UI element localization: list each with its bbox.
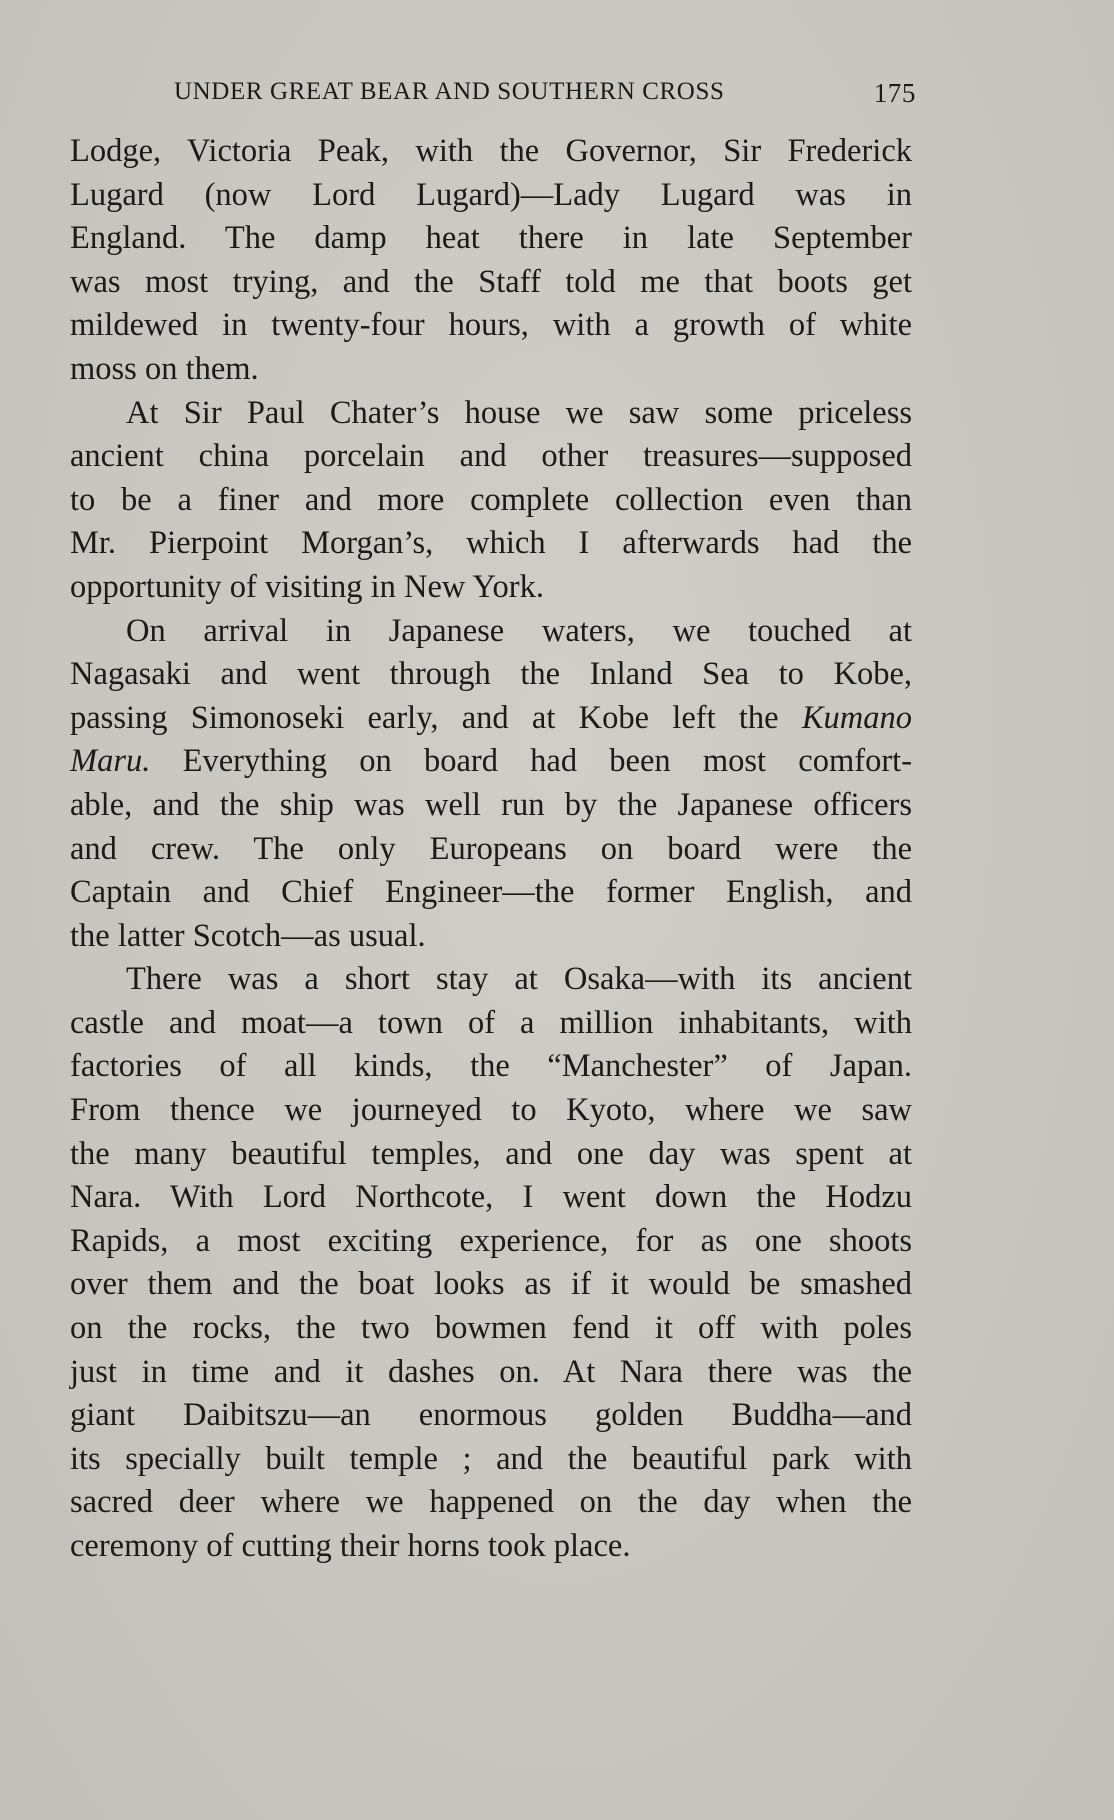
text-line: Captain and Chief Engineer—the former English, and bbox=[70, 874, 912, 911]
text-line: Mr. Pierpoint Morgan’s, which I afterwards had the bbox=[70, 525, 912, 562]
text-line: England. The damp heat there in late September bbox=[70, 220, 912, 257]
text-line bbox=[70, 697, 912, 741]
text-line: mildewed in twenty-four hours, with a growth of white bbox=[70, 307, 912, 344]
text-line: Nagasaki and went through the Inland Sea to Kobe, bbox=[70, 656, 912, 693]
text-line: its specially built temple ; and the beautiful park with bbox=[70, 1440, 912, 1477]
text-line: able, and the ship was well run by the Japanese officers bbox=[70, 786, 912, 823]
text-line: and crew. The only Europeans on board were the bbox=[70, 830, 912, 867]
running-title: UNDER GREAT BEAR AND SOUTHERN CROSS bbox=[174, 78, 725, 105]
text-line: Nara. With Lord Northcote, I went down the Hodzu bbox=[70, 1179, 912, 1216]
text-line: sacred deer where we happened on the day when the bbox=[70, 1484, 912, 1521]
text-line: Lodge, Victoria Peak, with the Governor, Sir Frederick bbox=[70, 133, 912, 169]
text-line: There was a short stay at Osaka—with its ancient bbox=[126, 961, 912, 998]
text-line: was most trying, and the Staff told me that boots get bbox=[70, 263, 912, 300]
text-segment: passing Simonoseki early, and at Kobe left the bbox=[70, 699, 779, 736]
text-line: ancient china porcelain and other treasures—supposed bbox=[70, 438, 912, 475]
ship-name-italic: Kumano bbox=[801, 699, 912, 736]
text-line: factories of all kinds, the “Manchester” of Japan. bbox=[70, 1048, 912, 1085]
text-line: giant Daibitszu—an enormous golden Buddha—and bbox=[70, 1397, 912, 1434]
text-line: opportunity of visiting in New York. bbox=[70, 568, 544, 605]
running-header bbox=[174, 78, 916, 114]
text-line: on the rocks, the two bowmen fend it off with poles bbox=[70, 1310, 912, 1347]
text-line: From thence we journeyed to Kyoto, where we saw bbox=[70, 1092, 912, 1129]
page-number: 175 bbox=[873, 78, 916, 108]
text-line: to be a finer and more complete collection even than bbox=[70, 481, 912, 518]
text-line: over them and the boat looks as if it would be smashed bbox=[70, 1266, 912, 1303]
text-line: At Sir Paul Chater’s house we saw some priceless bbox=[126, 394, 912, 431]
ship-name-italic: Maru. bbox=[70, 743, 151, 780]
text-line: the latter Scotch—as usual. bbox=[70, 917, 426, 954]
body-text bbox=[70, 130, 912, 1569]
text-line bbox=[70, 740, 912, 784]
text-segment: Everything on board had been most comfort- bbox=[182, 743, 913, 780]
text-line: ceremony of cutting their horns took place. bbox=[70, 1528, 631, 1564]
text-line: just in time and it dashes on. At Nara there was the bbox=[70, 1353, 912, 1390]
text-line: castle and moat—a town of a million inhabitants, with bbox=[70, 1004, 912, 1041]
text-line: On arrival in Japanese waters, we touched at bbox=[126, 612, 912, 649]
text-line: Rapids, a most exciting experience, for as one shoots bbox=[70, 1222, 912, 1259]
text-line: Lugard (now Lord Lugard)—Lady Lugard was in bbox=[70, 176, 912, 213]
text-line: the many beautiful temples, and one day was spent at bbox=[70, 1135, 912, 1172]
text-line: moss on them. bbox=[70, 350, 259, 387]
